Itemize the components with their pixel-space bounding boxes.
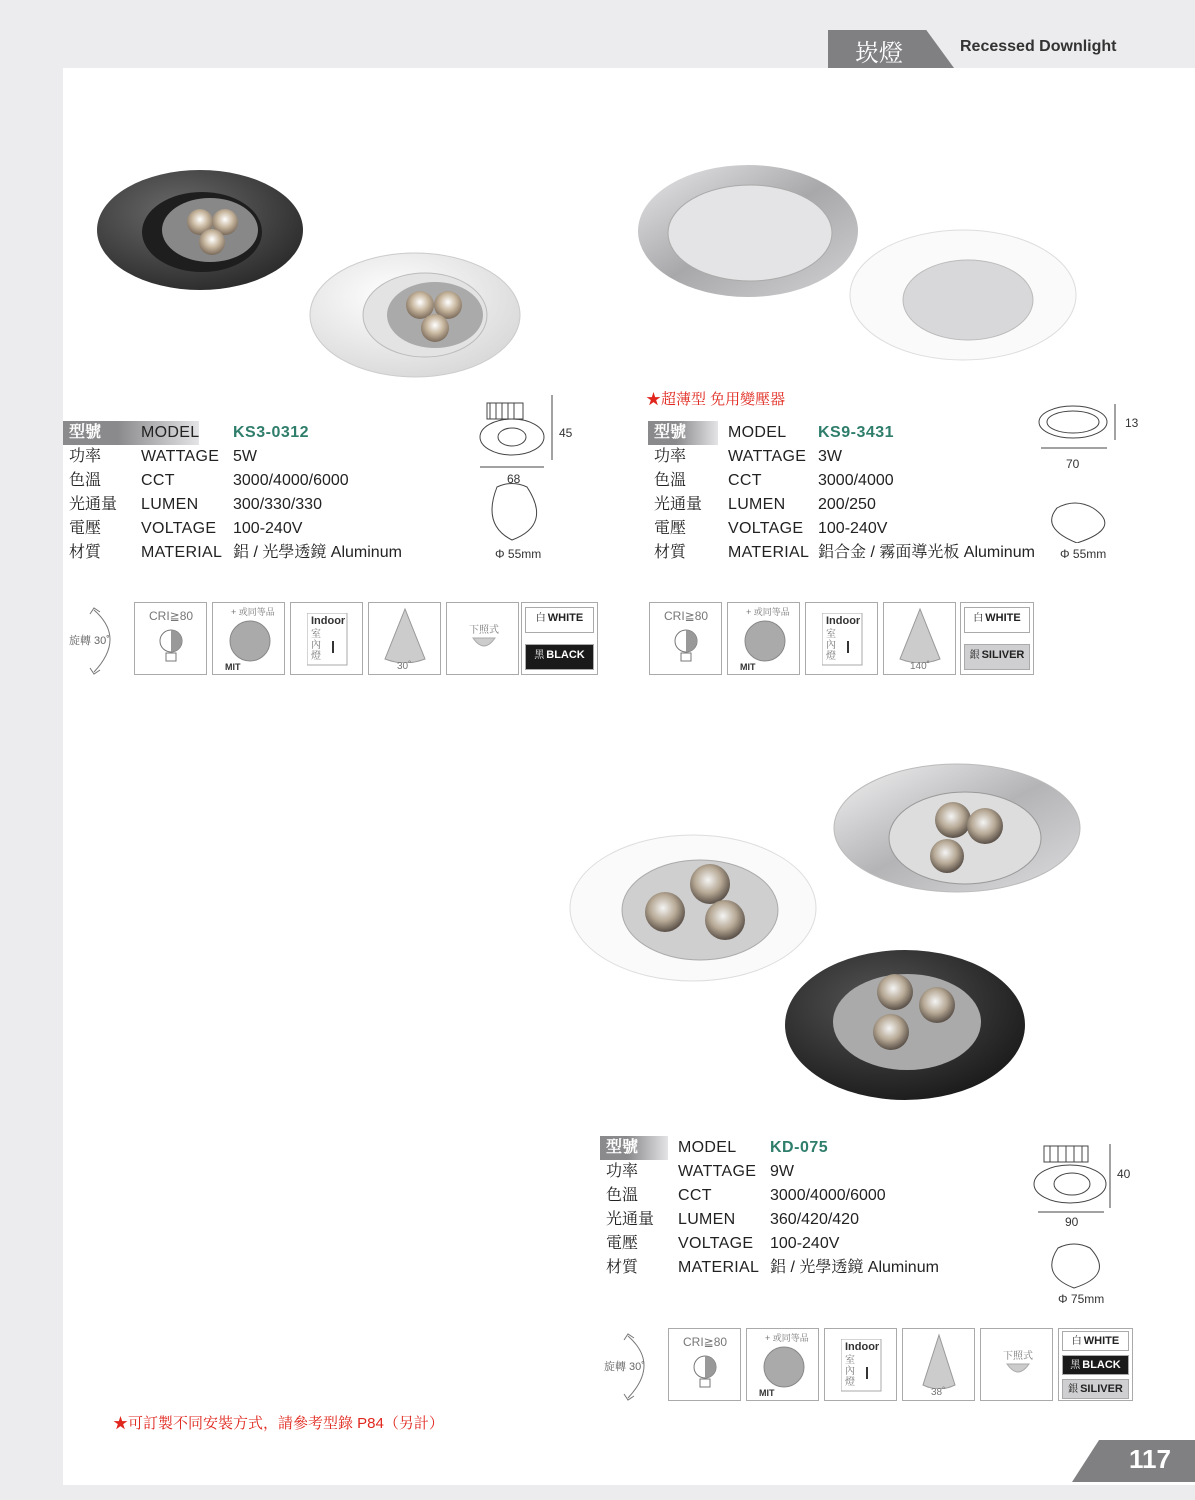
spec-label-cn: 光通量 — [69, 496, 118, 513]
spec-label-en: CCT — [141, 472, 175, 489]
cri-label: CRI≧80 — [149, 609, 194, 623]
finish-swatch-label: 白 — [1071, 1336, 1082, 1347]
spec-label-cn: 光通量 — [654, 496, 703, 513]
model-label-en: MODEL — [678, 1139, 737, 1156]
indoor-label: Indoor — [311, 615, 346, 627]
indoor-label: Indoor — [826, 615, 861, 627]
spec-label-cn: 色溫 — [69, 472, 102, 489]
cri-label: CRI≧80 — [683, 1335, 728, 1349]
dim-width: 90 — [1065, 1215, 1079, 1229]
finish-label: BLACK — [1082, 1359, 1121, 1371]
finish-label: WHITE — [547, 612, 584, 624]
spec-table-ks9-3431 — [648, 421, 1078, 565]
spec-label-en: LUMEN — [678, 1211, 736, 1228]
product-note: ★超薄型 免用變壓器 — [646, 391, 786, 408]
mit-label: MIT — [740, 662, 756, 672]
finish-label: WHITE — [985, 612, 1021, 624]
spec-value: 200/250 — [818, 496, 876, 513]
beam-angle-label: 140˚ — [910, 661, 931, 672]
beam-angle-icon — [368, 602, 441, 675]
down-label: 下照式 — [1003, 1351, 1033, 1362]
beam-angle-icon — [883, 602, 956, 675]
beam-angle-label: 38˚ — [931, 1387, 946, 1398]
spec-label-en: CCT — [728, 472, 762, 489]
finish-box — [960, 602, 1034, 675]
spec-value: 3000/4000/6000 — [770, 1187, 886, 1204]
finish-box — [1058, 1328, 1133, 1401]
spec-label-cn: 色溫 — [654, 472, 687, 489]
dim-cutout: Φ 75mm — [1058, 1292, 1105, 1306]
finish-label: SILIVER — [981, 649, 1025, 661]
model-label-cn: 型號 — [606, 1139, 639, 1156]
dim-height: 45 — [559, 426, 573, 440]
dim-height: 40 — [1117, 1167, 1131, 1181]
spec-label-en: WATTAGE — [141, 448, 220, 465]
finish-label: WHITE — [1083, 1335, 1120, 1347]
header-title-en: Recessed Downlight — [960, 38, 1117, 55]
header-title-cn: 崁燈 — [855, 39, 903, 67]
cri-icon — [134, 602, 207, 675]
dim-height: 13 — [1125, 416, 1139, 430]
indoor-icon — [824, 1328, 897, 1401]
down-label: 下照式 — [469, 625, 499, 636]
cri-icon — [668, 1328, 741, 1401]
spec-label-en: VOLTAGE — [728, 520, 804, 537]
spec-label-cn: 材質 — [654, 544, 687, 561]
dimension-drawing-ks3-0312 — [472, 395, 562, 545]
model-number: KS9-3431 — [818, 424, 895, 441]
model-number: KD-075 — [770, 1139, 829, 1156]
spec-value: 鋁 / 光學透鏡 Aluminum — [770, 1259, 939, 1276]
mit-label: MIT — [759, 1388, 775, 1398]
rotate-label: 旋轉 30˚ — [604, 1361, 645, 1373]
spec-value: 100-240V — [233, 520, 303, 537]
spec-table-ks3-0312 — [63, 421, 493, 565]
spec-label-en: VOLTAGE — [678, 1235, 754, 1252]
equivalent-product-icon — [746, 1328, 819, 1401]
finish-swatch-label: 銀 — [1068, 1384, 1079, 1395]
dim-width: 70 — [1066, 457, 1080, 471]
mit-label: MIT — [225, 662, 241, 672]
spec-value: 鋁合金 / 霧面導光板 Aluminum — [818, 544, 1035, 561]
equivalent-product-icon — [212, 602, 285, 675]
dim-width: 68 — [507, 472, 521, 486]
spec-label-en: WATTAGE — [678, 1163, 757, 1180]
spec-label-cn: 材質 — [69, 544, 102, 561]
model-label-en: MODEL — [141, 424, 200, 441]
cri-icon — [649, 602, 722, 675]
spec-label-cn: 色溫 — [606, 1187, 639, 1204]
page-number: 117 — [1129, 1444, 1171, 1474]
cri-label: CRI≧80 — [664, 609, 709, 623]
spec-label-cn: 功率 — [69, 448, 102, 465]
spec-label-cn: 材質 — [606, 1259, 639, 1276]
model-label-cn: 型號 — [69, 424, 102, 441]
spec-label-cn: 功率 — [654, 448, 687, 465]
spec-value: 300/330/330 — [233, 496, 322, 513]
spec-value: 3W — [818, 448, 842, 465]
model-number: KS3-0312 — [233, 424, 310, 441]
indoor-cn-label: 室內燈 — [826, 629, 836, 662]
equiv-label: + 或同等品 — [231, 607, 275, 617]
indoor-cn-label: 室內燈 — [845, 1355, 855, 1388]
spec-value: 鋁 / 光學透鏡 Aluminum — [233, 544, 402, 561]
finish-box — [521, 602, 598, 675]
downlight-type-icon — [980, 1328, 1053, 1401]
beam-angle-icon — [902, 1328, 975, 1401]
spec-label-en: MATERIAL — [678, 1259, 760, 1276]
product-photo-ks9-3431 — [638, 165, 1088, 365]
model-label-en: MODEL — [728, 424, 787, 441]
spec-label-cn: 電壓 — [606, 1235, 639, 1252]
rotate-label: 旋轉 30˚ — [69, 635, 110, 647]
finish-swatch-label: 黑 — [534, 650, 545, 661]
spec-label-en: MATERIAL — [141, 544, 223, 561]
indoor-cn-label: 室內燈 — [311, 629, 321, 662]
spec-label-cn: 電壓 — [654, 520, 687, 537]
dimension-drawing-ks9-3431 — [1035, 398, 1125, 543]
footer-note: ★可訂製不同安裝方式，請參考型錄 P84（另計） — [113, 1415, 444, 1432]
spec-label-en: MATERIAL — [728, 544, 810, 561]
dim-cutout: Φ 55mm — [495, 547, 542, 561]
spec-label-cn: 光通量 — [606, 1211, 655, 1228]
indoor-label: Indoor — [845, 1341, 880, 1353]
spec-value: 100-240V — [770, 1235, 840, 1252]
finish-swatch-label: 白 — [973, 613, 984, 624]
finish-label: BLACK — [546, 649, 585, 661]
spec-label-en: CCT — [678, 1187, 712, 1204]
spec-value: 360/420/420 — [770, 1211, 859, 1228]
finish-swatch-label: 銀 — [969, 650, 980, 661]
dim-cutout: Φ 55mm — [1060, 547, 1107, 561]
spec-table-kd-075 — [600, 1136, 1030, 1280]
finish-swatch-label: 黑 — [1070, 1360, 1081, 1371]
product-photo-kd-075 — [565, 760, 1085, 1100]
spec-value: 3000/4000/6000 — [233, 472, 349, 489]
spec-label-en: LUMEN — [141, 496, 199, 513]
spec-label-cn: 電壓 — [69, 520, 102, 537]
equivalent-product-icon — [727, 602, 800, 675]
spec-value: 5W — [233, 448, 257, 465]
indoor-icon — [290, 602, 363, 675]
product-photo-ks3-0312 — [90, 170, 540, 400]
spec-label-cn: 功率 — [606, 1163, 639, 1180]
finish-label: SILIVER — [1080, 1383, 1123, 1395]
spec-label-en: VOLTAGE — [141, 520, 217, 537]
beam-angle-label: 30˚ — [397, 661, 412, 672]
downlight-type-icon — [446, 602, 519, 675]
model-label-cn: 型號 — [654, 424, 687, 441]
spec-label-en: LUMEN — [728, 496, 786, 513]
spec-label-en: WATTAGE — [728, 448, 807, 465]
spec-value: 9W — [770, 1163, 794, 1180]
finish-swatch-label: 白 — [535, 613, 546, 624]
equiv-label: + 或同等品 — [765, 1333, 809, 1343]
spec-value: 100-240V — [818, 520, 888, 537]
equiv-label: + 或同等品 — [746, 607, 790, 617]
spec-value: 3000/4000 — [818, 472, 894, 489]
indoor-icon — [805, 602, 878, 675]
